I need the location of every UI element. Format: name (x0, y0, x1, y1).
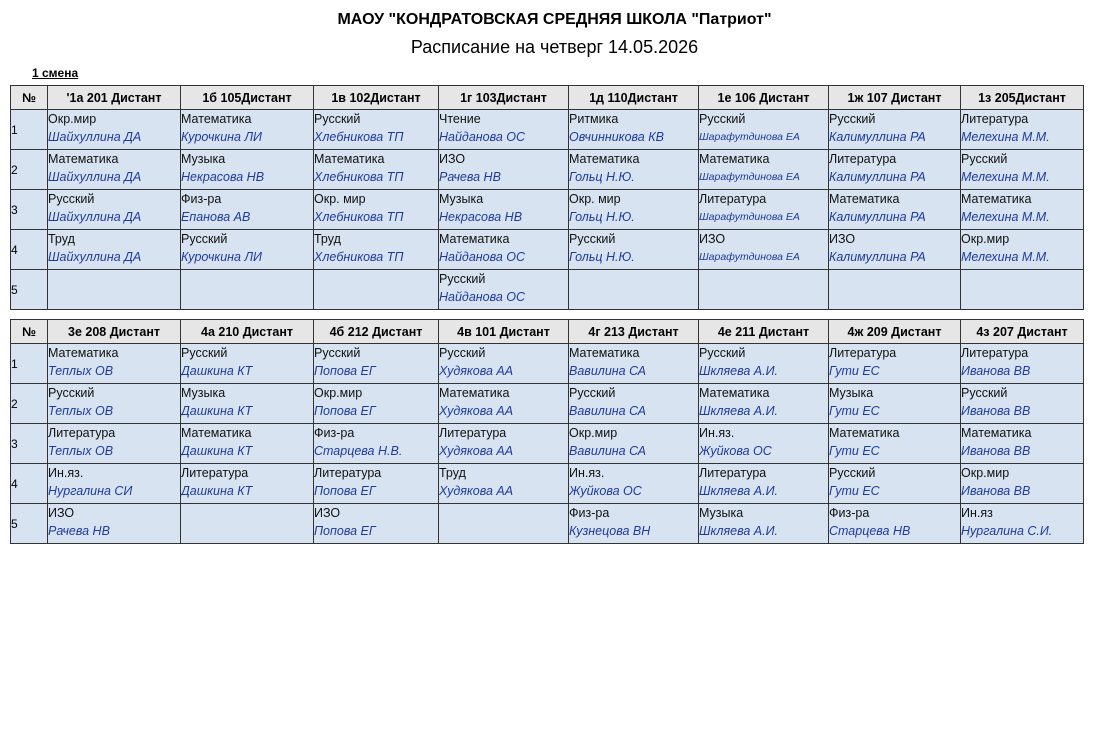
school-title: МАОУ "КОНДРАТОВСКАЯ СРЕДНЯЯ ШКОЛА "Патриот" (337, 11, 772, 28)
teacher-name: Хлебникова ТП (314, 210, 404, 224)
subject-name: Ритмика (569, 112, 619, 126)
teacher-name: Шарафутдинова ЕА (699, 251, 800, 263)
lesson-cell (961, 384, 1084, 424)
subject-name: Русский (829, 466, 876, 480)
subject-name: Математика (829, 192, 900, 206)
class-column-header: 4а 210 Дистант (181, 320, 314, 344)
subject-name: Русский (699, 346, 746, 360)
teacher-name: Хлебникова ТП (314, 130, 404, 144)
lesson-cell (961, 110, 1084, 150)
subject-name: Литература (961, 112, 1029, 126)
teacher-name: Калимуллина РА (829, 130, 926, 144)
lesson-cell (439, 190, 569, 230)
lesson-cell (439, 504, 569, 544)
subject-name: Литература (439, 426, 507, 440)
lesson-cell (699, 504, 829, 544)
subject-name: Математика (181, 426, 252, 440)
teacher-name: Попова ЕГ (314, 364, 376, 378)
subject-name: Русский (699, 112, 746, 126)
lesson-cell (48, 190, 181, 230)
class-column-header: 1б 105Дистант (181, 86, 314, 110)
teacher-name: Мелехина М.М. (961, 210, 1050, 224)
class-column-header: 3е 208 Дистант (48, 320, 181, 344)
subject-name: Литература (699, 466, 767, 480)
lesson-cell (48, 344, 181, 384)
class-column-header: 1д 110Дистант (569, 86, 699, 110)
subject-name: Окр.мир (961, 466, 1010, 480)
teacher-name: Гольц Н.Ю. (569, 210, 635, 224)
lesson-cell (961, 464, 1084, 504)
subject-name: Русский (829, 112, 876, 126)
lesson-number: 5 (11, 504, 48, 544)
lesson-row (11, 384, 1084, 424)
class-column-header: 1г 103Дистант (439, 86, 569, 110)
lesson-row (11, 504, 1084, 544)
subject-name: Русский (439, 272, 486, 286)
lesson-cell (439, 464, 569, 504)
teacher-name: Шайхуллина ДА (48, 170, 142, 184)
subject-name: Музыка (181, 152, 226, 166)
subject-name: Математика (569, 152, 640, 166)
teacher-name: Иванова ВВ (961, 404, 1031, 418)
lesson-cell (181, 344, 314, 384)
teacher-name: Найданова ОС (439, 290, 526, 304)
class-column-header: 1ж 107 Дистант (829, 86, 961, 110)
teacher-name: Овчинникова КВ (569, 130, 664, 144)
teacher-name: Нургалина С.И. (961, 524, 1053, 538)
teacher-name: Курочкина ЛИ (181, 130, 262, 144)
lesson-cell (314, 190, 439, 230)
teacher-name: Гольц Н.Ю. (569, 170, 635, 184)
teacher-name: Вавилина СА (569, 364, 647, 378)
lesson-cell (181, 230, 314, 270)
subject-name: Русский (314, 112, 361, 126)
teacher-name: Некрасова НВ (439, 210, 523, 224)
lesson-cell (48, 150, 181, 190)
teacher-name: Худякова АА (439, 444, 514, 458)
subject-name: Математика (961, 426, 1032, 440)
subject-name: Литература (829, 152, 897, 166)
lesson-cell (314, 270, 439, 310)
teacher-name: Шарафутдинова ЕА (699, 171, 800, 183)
lesson-cell (439, 270, 569, 310)
lesson-cell (314, 424, 439, 464)
subject-name: Математика (439, 386, 510, 400)
lesson-number: 3 (11, 190, 48, 230)
teacher-name: Шарафутдинова ЕА (699, 131, 800, 143)
teacher-name: Теплых ОВ (48, 444, 114, 458)
lesson-cell (961, 344, 1084, 384)
lesson-cell (181, 384, 314, 424)
lesson-cell (569, 150, 699, 190)
lesson-row (11, 344, 1084, 384)
schedule-table-block-2 (10, 319, 1084, 544)
subject-name: Ин.яз. (699, 426, 735, 440)
subject-name: Математика (699, 386, 770, 400)
subject-name: Русский (439, 346, 486, 360)
teacher-name: Гути ЕС (829, 484, 880, 498)
lesson-cell (699, 230, 829, 270)
lesson-row (11, 110, 1084, 150)
teacher-name: Калимуллина РА (829, 210, 926, 224)
lesson-cell (829, 150, 961, 190)
teacher-name: Дашкина КТ (181, 484, 253, 498)
lesson-cell (699, 270, 829, 310)
lesson-cell (699, 424, 829, 464)
teacher-name: Хлебникова ТП (314, 170, 404, 184)
lesson-cell (439, 150, 569, 190)
lesson-cell (961, 190, 1084, 230)
lesson-row (11, 424, 1084, 464)
shift-label: 1 смена (32, 66, 79, 80)
teacher-name: Гути ЕС (829, 404, 880, 418)
subject-name: Математика (48, 152, 119, 166)
teacher-name: Иванова ВВ (961, 364, 1031, 378)
teacher-name: Попова ЕГ (314, 404, 376, 418)
lesson-cell (181, 464, 314, 504)
subject-name: Русский (961, 152, 1008, 166)
teacher-name: Шайхуллина ДА (48, 130, 142, 144)
subject-name: Математика (48, 346, 119, 360)
teacher-name: Найданова ОС (439, 250, 526, 264)
subject-name: Физ-ра (314, 426, 355, 440)
lesson-cell (961, 504, 1084, 544)
lesson-cell (48, 424, 181, 464)
subject-name: Математика (569, 346, 640, 360)
subject-name: Математика (961, 192, 1032, 206)
teacher-name: Калимуллина РА (829, 170, 926, 184)
teacher-name: Хлебникова ТП (314, 250, 404, 264)
lesson-cell (314, 344, 439, 384)
subject-name: Музыка (439, 192, 484, 206)
lesson-cell (829, 190, 961, 230)
lesson-cell (699, 384, 829, 424)
lesson-cell (314, 230, 439, 270)
header-row (11, 86, 1084, 110)
subject-name: Русский (569, 232, 616, 246)
lesson-cell (181, 190, 314, 230)
teacher-name: Попова ЕГ (314, 524, 376, 538)
lesson-cell (48, 504, 181, 544)
subject-name: ИЗО (699, 232, 726, 246)
teacher-name: Дашкина КТ (181, 404, 253, 418)
subject-name: Литература (48, 426, 116, 440)
lesson-cell (569, 504, 699, 544)
class-column-header: 4б 212 Дистант (314, 320, 439, 344)
class-column-header: 1е 106 Дистант (699, 86, 829, 110)
subject-name: Окр.мир (48, 112, 97, 126)
lesson-cell (48, 270, 181, 310)
subject-name: Ин.яз. (569, 466, 605, 480)
lesson-cell (181, 270, 314, 310)
subject-name: Русский (314, 346, 361, 360)
schedule-table-block-1 (10, 85, 1084, 310)
subject-name: Математика (181, 112, 252, 126)
subject-name: ИЗО (439, 152, 466, 166)
subject-name: Литература (829, 346, 897, 360)
lesson-cell (48, 384, 181, 424)
lesson-cell (314, 464, 439, 504)
lesson-cell (569, 190, 699, 230)
teacher-name: Кузнецова ВН (569, 524, 651, 538)
lesson-cell (439, 384, 569, 424)
subject-name: Литература (314, 466, 382, 480)
lesson-cell (961, 270, 1084, 310)
lesson-cell (181, 424, 314, 464)
teacher-name: Рачева НВ (439, 170, 501, 184)
subject-name: Математика (439, 232, 510, 246)
teacher-name: Теплых ОВ (48, 364, 114, 378)
lesson-cell (829, 270, 961, 310)
lesson-row (11, 464, 1084, 504)
lesson-cell (829, 384, 961, 424)
lesson-cell (569, 464, 699, 504)
teacher-name: Гольц Н.Ю. (569, 250, 635, 264)
teacher-name: Шкляева А.И. (699, 524, 778, 538)
subject-name: Литература (699, 192, 767, 206)
lesson-cell (699, 464, 829, 504)
subject-name: Музыка (699, 506, 744, 520)
lesson-cell (439, 344, 569, 384)
subject-name: Труд (439, 466, 466, 480)
teacher-name: Курочкина ЛИ (181, 250, 262, 264)
lesson-cell (961, 150, 1084, 190)
lesson-number: 1 (11, 344, 48, 384)
lesson-cell (314, 150, 439, 190)
lesson-row (11, 190, 1084, 230)
subject-name: Физ-ра (181, 192, 222, 206)
lesson-cell (314, 384, 439, 424)
class-column-header: 4е 211 Дистант (699, 320, 829, 344)
subject-name: Литература (181, 466, 249, 480)
subject-name: Математика (829, 426, 900, 440)
header-row (11, 320, 1084, 344)
teacher-name: Епанова АВ (181, 210, 251, 224)
subject-name: Труд (48, 232, 75, 246)
subject-name: Физ-ра (569, 506, 610, 520)
class-column-header: 4г 213 Дистант (569, 320, 699, 344)
lesson-cell (699, 190, 829, 230)
teacher-name: Рачева НВ (48, 524, 110, 538)
teacher-name: Некрасова НВ (181, 170, 265, 184)
class-column-header: 4в 101 Дистант (439, 320, 569, 344)
lesson-cell (829, 504, 961, 544)
lesson-number: 2 (11, 384, 48, 424)
subject-name: Русский (569, 386, 616, 400)
lesson-number: 1 (11, 110, 48, 150)
subject-name: ИЗО (829, 232, 856, 246)
teacher-name: Калимуллина РА (829, 250, 926, 264)
subject-name: Математика (314, 152, 385, 166)
lesson-cell (569, 424, 699, 464)
lesson-row (11, 230, 1084, 270)
lesson-cell (829, 344, 961, 384)
lesson-cell (961, 230, 1084, 270)
lesson-cell (569, 230, 699, 270)
lesson-cell (439, 424, 569, 464)
teacher-name: Нургалина СИ (48, 484, 133, 498)
subject-name: Физ-ра (829, 506, 870, 520)
lesson-cell (48, 464, 181, 504)
lesson-cell (181, 504, 314, 544)
lesson-cell (569, 110, 699, 150)
teacher-name: Теплых ОВ (48, 404, 114, 418)
lesson-cell (48, 230, 181, 270)
lesson-cell (569, 384, 699, 424)
lesson-number: 3 (11, 424, 48, 464)
subject-name: Математика (699, 152, 770, 166)
teacher-name: Вавилина СА (569, 404, 647, 418)
teacher-name: Вавилина СА (569, 444, 647, 458)
class-column-header: 4з 207 Дистант (961, 320, 1084, 344)
lesson-cell (48, 110, 181, 150)
subject-name: Чтение (439, 112, 481, 126)
teacher-name: Шкляева А.И. (699, 364, 778, 378)
lesson-row (11, 270, 1084, 310)
lesson-cell (829, 424, 961, 464)
lesson-cell (699, 150, 829, 190)
lesson-number: 5 (11, 270, 48, 310)
subject-name: Окр. мир (314, 192, 366, 206)
lesson-row (11, 150, 1084, 190)
class-column-header: 1з 205Дистант (961, 86, 1084, 110)
teacher-name: Мелехина М.М. (961, 170, 1050, 184)
subject-name: Русский (48, 192, 95, 206)
teacher-name: Жуйкова ОС (569, 484, 642, 498)
teacher-name: Попова ЕГ (314, 484, 376, 498)
number-column-header: № (11, 86, 48, 110)
subject-name: Русский (48, 386, 95, 400)
teacher-name: Старцева Н.В. (314, 444, 403, 458)
lesson-cell (181, 150, 314, 190)
subject-name: Музыка (181, 386, 226, 400)
teacher-name: Иванова ВВ (961, 484, 1031, 498)
lesson-cell (829, 230, 961, 270)
teacher-name: Иванова ВВ (961, 444, 1031, 458)
subject-name: Окр.мир (961, 232, 1010, 246)
subject-name: Русский (181, 232, 228, 246)
teacher-name: Найданова ОС (439, 130, 526, 144)
teacher-name: Шарафутдинова ЕА (699, 211, 800, 223)
number-column-header: № (11, 320, 48, 344)
subject-name: Ин.яз (961, 506, 993, 520)
teacher-name: Худякова АА (439, 364, 514, 378)
teacher-name: Дашкина КТ (181, 444, 253, 458)
lesson-cell (181, 110, 314, 150)
subject-name: Русский (961, 386, 1008, 400)
teacher-name: Шкляева А.И. (699, 484, 778, 498)
subject-name: Окр.мир (569, 426, 618, 440)
teacher-name: Шайхуллина ДА (48, 250, 142, 264)
lesson-number: 4 (11, 230, 48, 270)
lesson-number: 2 (11, 150, 48, 190)
subject-name: Окр. мир (569, 192, 621, 206)
teacher-name: Дашкина КТ (181, 364, 253, 378)
lesson-cell (829, 110, 961, 150)
teacher-name: Мелехина М.М. (961, 250, 1050, 264)
subject-name: Литература (961, 346, 1029, 360)
teacher-name: Жуйкова ОС (699, 444, 772, 458)
schedule-date-title: Расписание на четверг 14.05.2026 (410, 37, 699, 57)
lesson-cell (439, 230, 569, 270)
teacher-name: Шкляева А.И. (699, 404, 778, 418)
teacher-name: Худякова АА (439, 404, 514, 418)
subject-name: Труд (314, 232, 341, 246)
class-column-header: 1в 102Дистант (314, 86, 439, 110)
lesson-cell (314, 504, 439, 544)
class-column-header: '1а 201 Дистант (48, 86, 181, 110)
teacher-name: Старцева НВ (829, 524, 911, 538)
lesson-number: 4 (11, 464, 48, 504)
subject-name: ИЗО (48, 506, 75, 520)
lesson-cell (439, 110, 569, 150)
lesson-cell (699, 344, 829, 384)
subject-name: Окр.мир (314, 386, 363, 400)
teacher-name: Шайхуллина ДА (48, 210, 142, 224)
teacher-name: Худякова АА (439, 484, 514, 498)
lesson-cell (961, 424, 1084, 464)
lesson-cell (699, 110, 829, 150)
lesson-cell (829, 464, 961, 504)
subject-name: Музыка (829, 386, 874, 400)
subject-name: ИЗО (314, 506, 341, 520)
subject-name: Ин.яз. (48, 466, 84, 480)
teacher-name: Гути ЕС (829, 444, 880, 458)
subject-name: Русский (181, 346, 228, 360)
teacher-name: Гути ЕС (829, 364, 880, 378)
class-column-header: 4ж 209 Дистант (829, 320, 961, 344)
teacher-name: Мелехина М.М. (961, 130, 1050, 144)
lesson-cell (569, 344, 699, 384)
lesson-cell (314, 110, 439, 150)
lesson-cell (569, 270, 699, 310)
